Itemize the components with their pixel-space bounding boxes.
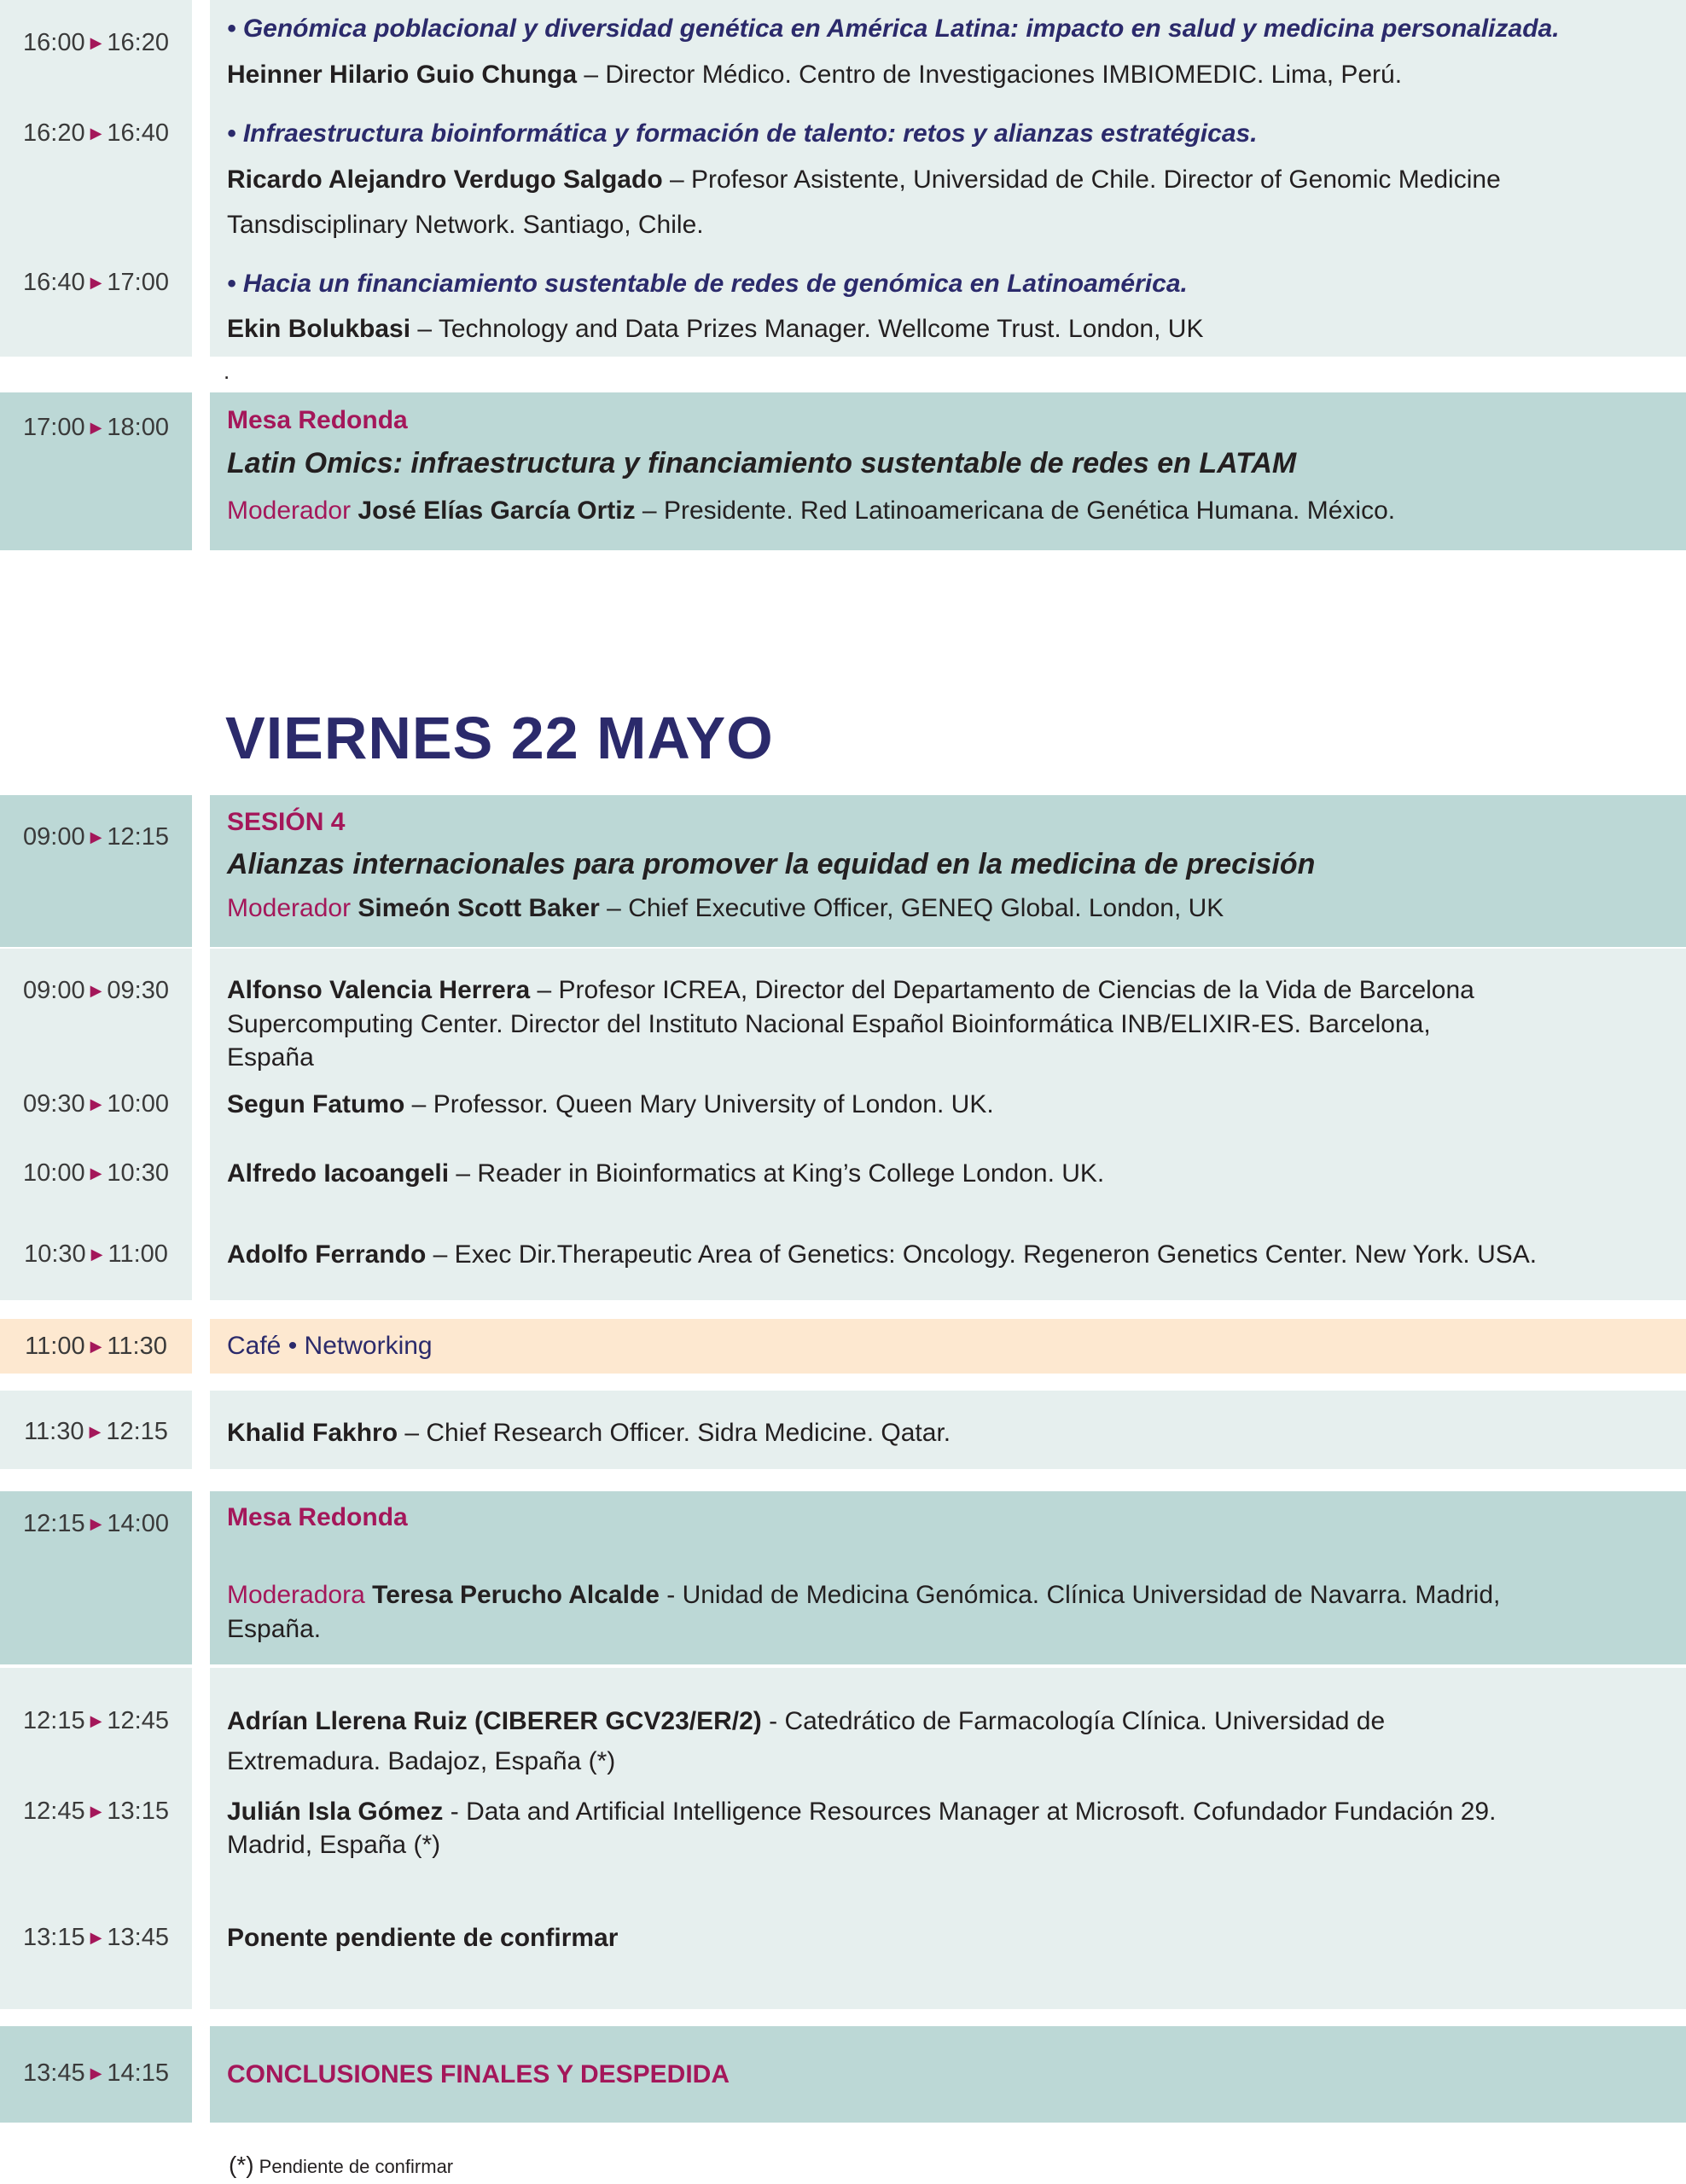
round-table-block-day2 (0, 1491, 1686, 1664)
talk-speaker-cont: Madrid, España (*) (227, 1831, 441, 1859)
talk-time: 10:00 ▶ 10:30 (23, 1159, 169, 1187)
arrow-icon: ▶ (90, 1712, 102, 1729)
round-table-talks (0, 1668, 1686, 2009)
round-table-moderator: Moderadora Teresa Perucho Alcalde - Unidad de Medicina Genómica. Clínica Universidad de Navarra. Madrid, (227, 1581, 1501, 1609)
day-title: VIERNES 22 MAYO (225, 705, 774, 771)
talk-speaker: Adolfo Ferrando – Exec Dir.Therapeutic Area of Genetics: Oncology. Regeneron Genetics Center. New York. USA. (227, 1240, 1538, 1269)
round-table-title: Latin Omics: infraestructura y financiamiento sustentable de redes en LATAM (227, 447, 1297, 479)
talk-time: 16:40 ▶ 17:00 (23, 269, 169, 296)
session-moderator: Moderador Simeón Scott Baker – Chief Executive Officer, GENEQ Global. London, UK (227, 894, 1224, 922)
stray-dot: . (224, 358, 230, 384)
talk-speaker-cont: España (227, 1043, 314, 1072)
round-table-moderator: Moderador José Elías García Ortiz – Presidente. Red Latinoamericana de Genética Humana. México. (227, 497, 1396, 525)
talks-block-day1 (0, 0, 1686, 357)
arrow-icon: ▶ (90, 828, 102, 845)
arrow-icon: ▶ (90, 1246, 103, 1263)
arrow-icon: ▶ (90, 2065, 102, 2082)
arrow-icon: ▶ (90, 125, 102, 142)
closing-block (0, 2026, 1686, 2123)
session-talks (0, 949, 1686, 1300)
talk-time: 12:15 ▶ 12:45 (23, 1707, 169, 1734)
talk-time: 09:00 ▶ 09:30 (23, 977, 169, 1004)
arrow-icon: ▶ (90, 1338, 102, 1355)
talk-speaker: Segun Fatumo – Professor. Queen Mary University of London. UK. (227, 1090, 994, 1118)
coffee-time: 11:00 ▶ 11:30 (25, 1333, 167, 1360)
talk-time: 09:30 ▶ 10:00 (23, 1090, 169, 1118)
content-column (210, 1491, 1686, 1664)
talk-speaker-cont: Extremadura. Badajoz, España (*) (227, 1747, 616, 1775)
round-table-time: 17:00 ▶ 18:00 (23, 414, 169, 441)
talk-title: • Infraestructura bioinformática y formación de talento: retos y alianzas estratégicas. (227, 119, 1258, 148)
round-table-time: 12:15 ▶ 14:00 (23, 1510, 169, 1537)
coffee-label: Café • Networking (227, 1332, 433, 1360)
round-table-label: Mesa Redonda (227, 406, 408, 434)
talk-speaker: Ekin Bolukbasi – Technology and Data Prizes Manager. Wellcome Trust. London, UK (227, 315, 1204, 343)
talk-time: 13:15 ▶ 13:45 (23, 1924, 169, 1951)
arrow-icon: ▶ (90, 419, 102, 436)
talk-speaker-cont: Tansdisciplinary Network. Santiago, Chile. (227, 211, 704, 239)
arrow-icon: ▶ (90, 34, 102, 51)
round-table-moderator-cont: España. (227, 1615, 322, 1643)
talk-speaker: Alfredo Iacoangeli – Reader in Bioinformatics at King’s College London. UK. (227, 1159, 1105, 1188)
talk-time: 10:30 ▶ 11:00 (24, 1240, 168, 1268)
talk-title: • Genómica poblacional y diversidad genética en América Latina: impacto en salud y medicina personalizada. (227, 15, 1560, 43)
session-title: Alianzas internacionales para promover la equidad en la medicina de precisión (227, 848, 1316, 880)
arrow-icon: ▶ (90, 1929, 102, 1946)
round-table-label: Mesa Redonda (227, 1503, 408, 1531)
session-label: SESIÓN 4 (227, 808, 346, 836)
talk-speaker: Julián Isla Gómez - Data and Artificial Intelligence Resources Manager at Microsoft. Cofundador Fundación 29. (227, 1798, 1497, 1826)
keynote-block (0, 1391, 1686, 1469)
talk-time: 12:45 ▶ 13:15 (23, 1798, 169, 1825)
footnote-mark: (*) (229, 2152, 254, 2178)
keynote-speaker: Khalid Fakhro – Chief Research Officer. Sidra Medicine. Qatar. (227, 1419, 951, 1447)
arrow-icon: ▶ (90, 1095, 102, 1112)
talk-speaker: Ricardo Alejandro Verdugo Salgado – Profesor Asistente, Universidad de Chile. Director of Genomic Medicine (227, 166, 1501, 194)
talk-time: 16:00 ▶ 16:20 (23, 29, 169, 56)
keynote-time: 11:30 ▶ 12:15 (24, 1418, 168, 1445)
talk-speaker: Adrían Llerena Ruiz (CIBERER GCV23/ER/2) - Catedrático de Farmacología Clínica. Universidad de (227, 1707, 1386, 1735)
arrow-icon: ▶ (90, 1165, 102, 1182)
arrow-icon: ▶ (90, 274, 102, 291)
talk-speaker-cont: Supercomputing Center. Director del Instituto Nacional Español Bioinformática INB/ELIXIR-ES. Barcelona, (227, 1010, 1431, 1038)
talk-time: 16:20 ▶ 16:40 (23, 119, 169, 147)
arrow-icon: ▶ (89, 1423, 102, 1440)
round-table-block-day1 (0, 392, 1686, 550)
talk-speaker: Heinner Hilario Guio Chunga – Director Médico. Centro de Investigaciones IMBIOMEDIC. Lima, Perú. (227, 61, 1403, 89)
footnote (229, 2152, 453, 2179)
arrow-icon: ▶ (90, 1803, 102, 1820)
session-time: 09:00 ▶ 12:15 (23, 823, 169, 851)
closing-label: CONCLUSIONES FINALES Y DESPEDIDA (227, 2060, 730, 2088)
talk-speaker: Ponente pendiente de confirmar (227, 1924, 619, 1952)
talk-title: • Hacia un financiamiento sustentable de redes de genómica en Latinoamérica. (227, 270, 1188, 298)
arrow-icon: ▶ (90, 982, 102, 999)
coffee-break (0, 1319, 1686, 1374)
session-header (0, 795, 1686, 947)
footnote-text: Pendiente de confirmar (253, 2156, 454, 2177)
talk-speaker: Alfonso Valencia Herrera – Profesor ICREA, Director del Departamento de Ciencias de la Vida de Barcelona (227, 976, 1474, 1004)
arrow-icon: ▶ (90, 1515, 102, 1532)
time-column (0, 795, 192, 947)
closing-time: 13:45 ▶ 14:15 (23, 2059, 169, 2087)
